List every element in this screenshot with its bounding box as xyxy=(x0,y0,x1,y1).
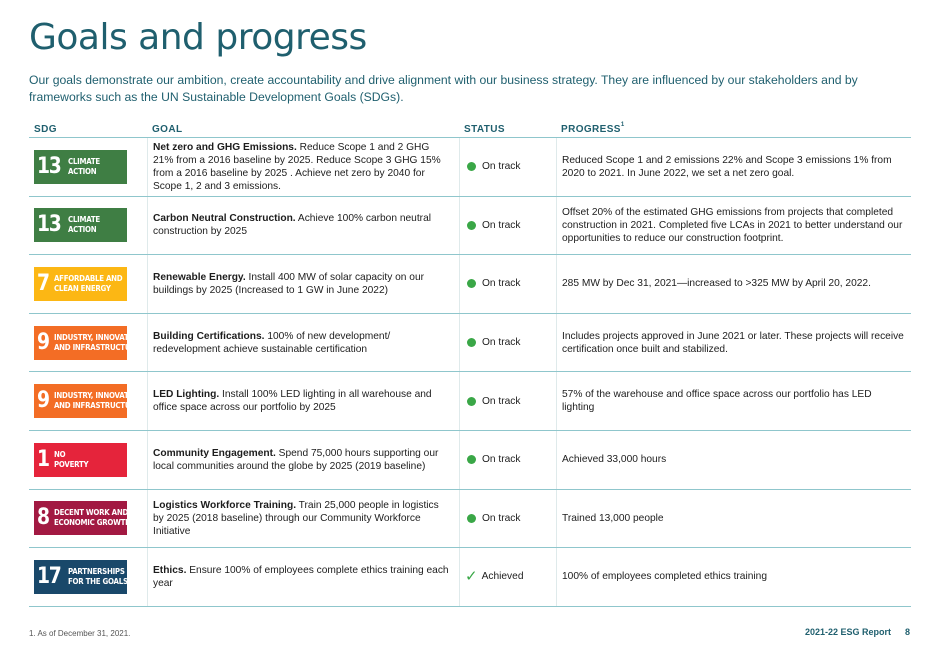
report-name: 2021-22 ESG Report xyxy=(804,627,891,637)
sdg-label-line1: CLIMATE xyxy=(67,156,100,166)
sdg-number: 1 xyxy=(37,446,49,472)
progress-cell xyxy=(556,548,911,606)
goal-cell xyxy=(147,490,459,548)
table-body xyxy=(29,138,911,607)
sdg-label-line1: INDUSTRY, INNOVATION xyxy=(53,391,142,401)
sdg-cell xyxy=(29,490,147,548)
status-text: On track xyxy=(482,278,521,290)
status-dot-icon xyxy=(467,338,476,347)
goal-title: Renewable Energy. xyxy=(153,271,246,283)
progress-text: 57% of the warehouse and office space across our portfolio has LED lighting xyxy=(562,389,872,414)
table-row xyxy=(29,314,911,373)
page-title: Goals and progress xyxy=(29,17,367,58)
goal-cell xyxy=(147,548,459,606)
status-dot-icon xyxy=(467,455,476,464)
sdg-label-line2: CLEAN ENERGY xyxy=(53,283,111,293)
goal-cell xyxy=(147,314,459,372)
goal-title: Carbon Neutral Construction. xyxy=(153,213,296,225)
goal-text xyxy=(153,564,449,590)
status-indicator xyxy=(465,336,521,349)
goal-title: Net zero and GHG Emissions. xyxy=(153,141,297,153)
status-indicator xyxy=(465,277,521,290)
status-indicator xyxy=(465,453,521,466)
sdg-cell xyxy=(29,431,147,489)
table-row xyxy=(29,431,911,490)
sdg-badge xyxy=(34,208,127,242)
column-header-progress-label: PROGRESS xyxy=(561,124,621,135)
status-text: On track xyxy=(482,219,521,231)
goal-description: Achieve 100% carbon neutral construction by 2025 xyxy=(153,213,431,238)
sdg-label-line2: AND INFRASTRUCTURE xyxy=(53,342,140,352)
sdg-number: 7 xyxy=(37,270,49,296)
page-footer xyxy=(805,627,910,637)
table-row xyxy=(29,255,911,314)
status-cell xyxy=(459,138,556,196)
sdg-badge xyxy=(34,150,127,184)
sdg-cell xyxy=(29,255,147,313)
goal-text xyxy=(153,330,449,356)
status-dot-icon xyxy=(467,397,476,406)
sdg-label-line2: POVERTY xyxy=(53,459,89,469)
status-dot-icon xyxy=(467,162,476,171)
goal-title: Community Engagement. xyxy=(153,447,276,459)
table-row xyxy=(29,138,911,197)
progress-text: Achieved 33,000 hours xyxy=(562,454,667,466)
sdg-number: 17 xyxy=(37,563,61,589)
goal-title: Building Certifications. xyxy=(153,330,265,342)
goal-description: Install 100% LED lighting in all warehouse and office space across our portfolio by 2025 xyxy=(153,389,432,414)
progress-text: 100% of employees completed ethics training xyxy=(562,571,767,583)
sdg-badge xyxy=(34,501,131,535)
column-header-sdg: SDG xyxy=(34,124,57,135)
status-cell xyxy=(459,372,556,430)
sdg-number: 8 xyxy=(37,505,49,531)
status-dot-icon xyxy=(467,279,476,288)
sdg-label xyxy=(68,215,100,235)
status-cell xyxy=(459,490,556,548)
progress-text: Trained 13,000 people xyxy=(562,512,664,524)
footnote-marker: 1 xyxy=(620,122,625,128)
sdg-label xyxy=(68,567,128,587)
sdg-label-line1: CLIMATE xyxy=(67,215,100,225)
progress-cell xyxy=(556,431,911,489)
goal-text xyxy=(153,388,449,414)
status-dot-icon xyxy=(467,514,476,523)
sdg-badge xyxy=(34,384,142,418)
goal-text xyxy=(153,212,449,238)
progress-text: 285 MW by Dec 31, 2021—increased to >325 MW by April 20, 2022. xyxy=(562,278,871,290)
goal-title: Logistics Workforce Training. xyxy=(153,499,297,511)
goal-cell xyxy=(147,138,459,196)
status-cell xyxy=(459,314,556,372)
status-cell xyxy=(459,548,556,606)
sdg-badge xyxy=(34,560,127,594)
goal-text xyxy=(153,447,449,473)
sdg-label-line2: ACTION xyxy=(67,225,96,235)
goal-description: Spend 75,000 hours supporting our local communities around the globe by 2025 (2019 baseline) xyxy=(153,447,439,472)
sdg-label-line2: FOR THE GOALS xyxy=(67,576,128,586)
sdg-label-line1: INDUSTRY, INNOVATION xyxy=(53,332,142,342)
sdg-label xyxy=(54,333,142,353)
status-dot-icon xyxy=(467,221,476,230)
goal-description: 100% of new development/ redevelopment achieve sustainable certification xyxy=(153,330,391,355)
column-header-progress xyxy=(556,120,911,137)
progress-cell xyxy=(556,490,911,548)
status-text: On track xyxy=(482,395,521,407)
column-header-status: STATUS xyxy=(464,124,505,135)
checkmark-icon: ✓ xyxy=(465,568,478,586)
goals-table xyxy=(29,120,911,607)
status-cell xyxy=(459,197,556,255)
status-text: Achieved xyxy=(481,571,524,583)
goal-cell xyxy=(147,255,459,313)
sdg-label-line2: ACTION xyxy=(67,166,96,176)
sdg-cell xyxy=(29,138,147,196)
status-cell xyxy=(459,255,556,313)
sdg-label-line1: PARTNERSHIPS xyxy=(67,566,125,576)
status-text: On track xyxy=(482,512,521,524)
sdg-label-line1: AFFORDABLE AND xyxy=(53,273,123,283)
sdg-label xyxy=(54,274,122,294)
page-number: 8 xyxy=(904,627,910,637)
goal-cell xyxy=(147,197,459,255)
progress-text: Includes projects approved in June 2021 or later. These projects will receive certification once built and stabilized. xyxy=(562,330,904,355)
sdg-badge xyxy=(34,267,127,301)
sdg-label xyxy=(54,450,88,470)
sdg-badge xyxy=(34,326,142,360)
progress-cell xyxy=(556,255,911,313)
table-row xyxy=(29,490,911,549)
goal-text xyxy=(153,499,449,538)
sdg-badge xyxy=(34,443,127,477)
goal-description: Reduce Scope 1 and 2 GHG 21% from a 2016 baseline by 2025. Reduce Scope 3 GHG 15% from a 2016 baseline by 2025 . Achieve net zero by 2040 for Scope 1, 2 and 3 emissions. xyxy=(153,141,441,192)
sdg-label xyxy=(68,157,100,177)
sdg-label-line2: AND INFRASTRUCTURE xyxy=(53,401,140,411)
sdg-cell xyxy=(29,548,147,606)
status-indicator xyxy=(465,568,524,586)
status-indicator xyxy=(465,512,521,525)
progress-cell xyxy=(556,314,911,372)
sdg-number: 9 xyxy=(37,388,49,414)
goal-description: Install 400 MW of solar capacity on our buildings by 2025 (Increased to 1 GW in June 2022) xyxy=(153,271,425,296)
goal-description: Train 25,000 people in logistics by 2025 (2018 baseline) through our Community Workforce Initiative xyxy=(153,499,439,537)
status-text: On track xyxy=(482,161,521,173)
progress-cell xyxy=(556,138,911,196)
column-header-goal: GOAL xyxy=(152,124,183,135)
goal-title: LED Lighting. xyxy=(153,389,220,401)
status-indicator xyxy=(465,219,521,232)
table-row xyxy=(29,548,911,607)
status-indicator xyxy=(465,160,521,173)
goal-description: Ensure 100% of employees complete ethics training each year xyxy=(153,564,449,589)
goal-cell xyxy=(147,431,459,489)
sdg-cell xyxy=(29,372,147,430)
sdg-label xyxy=(54,508,131,528)
progress-cell xyxy=(556,197,911,255)
progress-text: Reduced Scope 1 and 2 emissions 22% and Scope 3 emissions 1% from 2020 to 2021. In June 2022, we set a net zero goal. xyxy=(562,154,892,179)
goal-text xyxy=(153,271,449,297)
sdg-label xyxy=(54,391,142,411)
table-row xyxy=(29,372,911,431)
progress-cell xyxy=(556,372,911,430)
sdg-cell xyxy=(29,197,147,255)
intro-paragraph: Our goals demonstrate our ambition, create accountability and drive alignment with our business strategy. They are influenced by our stakeholders and by frameworks such as the UN Sustainable Development Goals (SDGs). xyxy=(29,73,858,104)
status-indicator xyxy=(465,395,521,408)
sdg-label-line1: DECENT WORK AND xyxy=(53,508,128,518)
goal-cell xyxy=(147,372,459,430)
table-row xyxy=(29,197,911,256)
footnote: 1. As of December 31, 2021. xyxy=(29,629,131,638)
status-text: On track xyxy=(482,337,521,349)
goal-title: Ethics. xyxy=(153,564,187,576)
status-cell xyxy=(459,431,556,489)
sdg-number: 9 xyxy=(37,329,49,355)
table-header xyxy=(29,120,911,138)
progress-text: Offset 20% of the estimated GHG emissions from projects that completed construction in 2021. Completed five LCAs in 2021 to better understand our opportunities to reduce our construction footprint. xyxy=(562,206,903,244)
sdg-number: 13 xyxy=(37,153,61,179)
goal-text xyxy=(153,141,449,193)
sdg-cell xyxy=(29,314,147,372)
sdg-label-line1: NO xyxy=(53,449,66,459)
sdg-number: 13 xyxy=(37,212,61,238)
sdg-label-line2: ECONOMIC GROWTH xyxy=(53,518,131,528)
status-text: On track xyxy=(482,454,521,466)
